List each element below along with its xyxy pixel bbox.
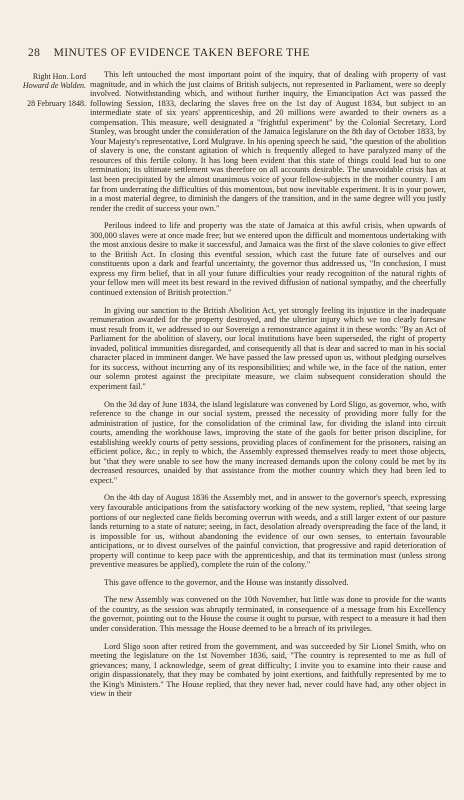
- witness-name: Howard de Walden.: [22, 81, 86, 90]
- paragraph: Lord Sligo soon after retired from the government, and was succeeded by Sir Lionel Smith, who on meeting the legislature on the 1st November 1836, said, "The country is represented to me as full of grievances; many, I acknowledge, seem of great difficulty; I invite you to examine into their cause and origin dispassionately, that they may be combated by joint exertions, and faithfully represented by me to the King's Ministers." The House replied, that they never had, never could have had, any other object in view in their: [90, 641, 446, 699]
- paragraph: On the 3d day of June 1834, the island legislature was convened by Lord Sligo, as governor, who, with reference to the change in our social system, pressed the necessity of providing more fully for the administration of justice, for the consolidation of the criminal law, for dividing the island into circuit courts, amending the workhouse laws, improving the state of the gaols for better prison discipline, for establishing weekly courts of petty sessions, providing places of confinement for the prisoners, raising an efficient police, &c.; in reply to which, the Assembly expressed themselves ready to meet those objects, but "that they were unable to see how the many increased demands upon the colony could be met by its decreased resources, unaided by that assistance from the mother country which they had been led to expect.": [90, 399, 446, 485]
- paragraph: On the 4th day of August 1836 the Assembly met, and in answer to the governor's speech, expressing very favourable anticipations from the satisfactory working of the new system, replied, "that seeing large portions of our neglected cane fields becoming overrun with weeds, and a still larger extent of our pasture lands returning to a state of nature; seeing, in fact, desolation already overspreading the face of the land, it is impossible for us, without abandoning the evidence of our own senses, to entertain favourable anticipations, or to divest ourselves of the painful conviction, that progressive and rapid deterioration of property will continue to keep pace with the apprenticeship, and that its termination must (unless strong preventive measures be applied), complete the ruin of the colony.": [90, 493, 446, 570]
- witness-note: [6, 72, 86, 90]
- date-note: 28 February 1848.: [27, 99, 86, 108]
- witness-title: Right Hon. Lord: [32, 72, 86, 81]
- paragraph: This left untouched the most important point of the inquiry, that of dealing with property of vast magnitude, and in which the just claims of British subjects, not represented in Parliament, were so deeply involved. Notwithstanding which, and without further inquiry, the Emancipation Act was passed the following Session, 1833, declaring the slaves free on the 1st day of August 1834, but subject to an intermediate state of six years' apprenticeship, and 20 millions were awarded to their owners as a compensation. This measure, well designated a "frightful experiment" by the Colonial Secretary, Lord Stanley, was brought under the consideration of the Jamaica legislature on the 8th day of October 1833, by Your Majesty's representative, Lord Mulgrave. In his opening speech he said, "the question of the abolition of slavery is one, the constant agitation of which is frequently alleged to have paralyzed many of the resources of this fertile colony. It has long been evident that this state of things could lead but to one termination; its ultimate settlement was therefore on all accounts desirable. The unavoidable crisis has at last been precipitated by the almost unanimous voice of your fellow-subjects in the mother country. I am far from underrating the difficulties of this momentous, but now inevitable experiment. It is in your power, in a most material degree, to diminish the dangers of the transition, and in the same degree will you justly render the credit of success your own.": [90, 70, 446, 213]
- running-title: MINUTES OF EVIDENCE TAKEN BEFORE THE: [53, 47, 310, 59]
- body-text: [90, 70, 446, 707]
- paragraph: Perilous indeed to life and property was the state of Jamaica at this awful crisis, when upwards of 300,000 slaves were at once made free; but we entered upon the difficult and momentous undertaking with the most anxious desire to make it successful, and Jamaica was the first of the slave colonies to give effect to the British Act. In closing this eventful session, which cast the future fate of ourselves and our constituents upon a dark and fearful uncertainty, the governor thus addressed us, "In conclusion, I must express my firm belief, that in all your future difficulties your ready recognition of the natural rights of your fellow men will meet its best reward in the revived diffusion of national sympathy, and the cheerfully continued extension of British protection.": [90, 221, 446, 298]
- page-number: 28: [28, 47, 41, 59]
- paragraph: In giving our sanction to the British Abolition Act, yet strongly feeling its injustice in the inadequate remuneration awarded for the property destroyed, and the ulterior injury which we too clearly foresaw must result from it, we addressed to our Sovereign a remonstrance against it in these words: "By an Act of Parliament for the abolition of slavery, our local institutions have been superseded, the right of property invaded, political immunities disregarded, and consequently all that is dear and sacred to man in his social character placed in imminent danger. We have passed the law pressed upon us, without pledging ourselves for its success, without incurring any of its responsibilities; and while we, in the face of the nation, enter our solemn protest against the precipitate measure, we claim subsequent consideration should the experiment fail.": [90, 305, 446, 391]
- paragraph: The new Assembly was convened on the 10th November, but little was done to provide for the wants of the country, as the session was abruptly terminated, in consequence of a message from his Excellency the governor, pointing out to the House the course it ought to pursue, with respect to a measure it had then under consideration. This message the House deemed to be a breach of its privileges.: [90, 595, 446, 633]
- paragraph: This gave offence to the governor, and the House was instantly dissolved.: [104, 577, 349, 587]
- page-header: [28, 47, 446, 59]
